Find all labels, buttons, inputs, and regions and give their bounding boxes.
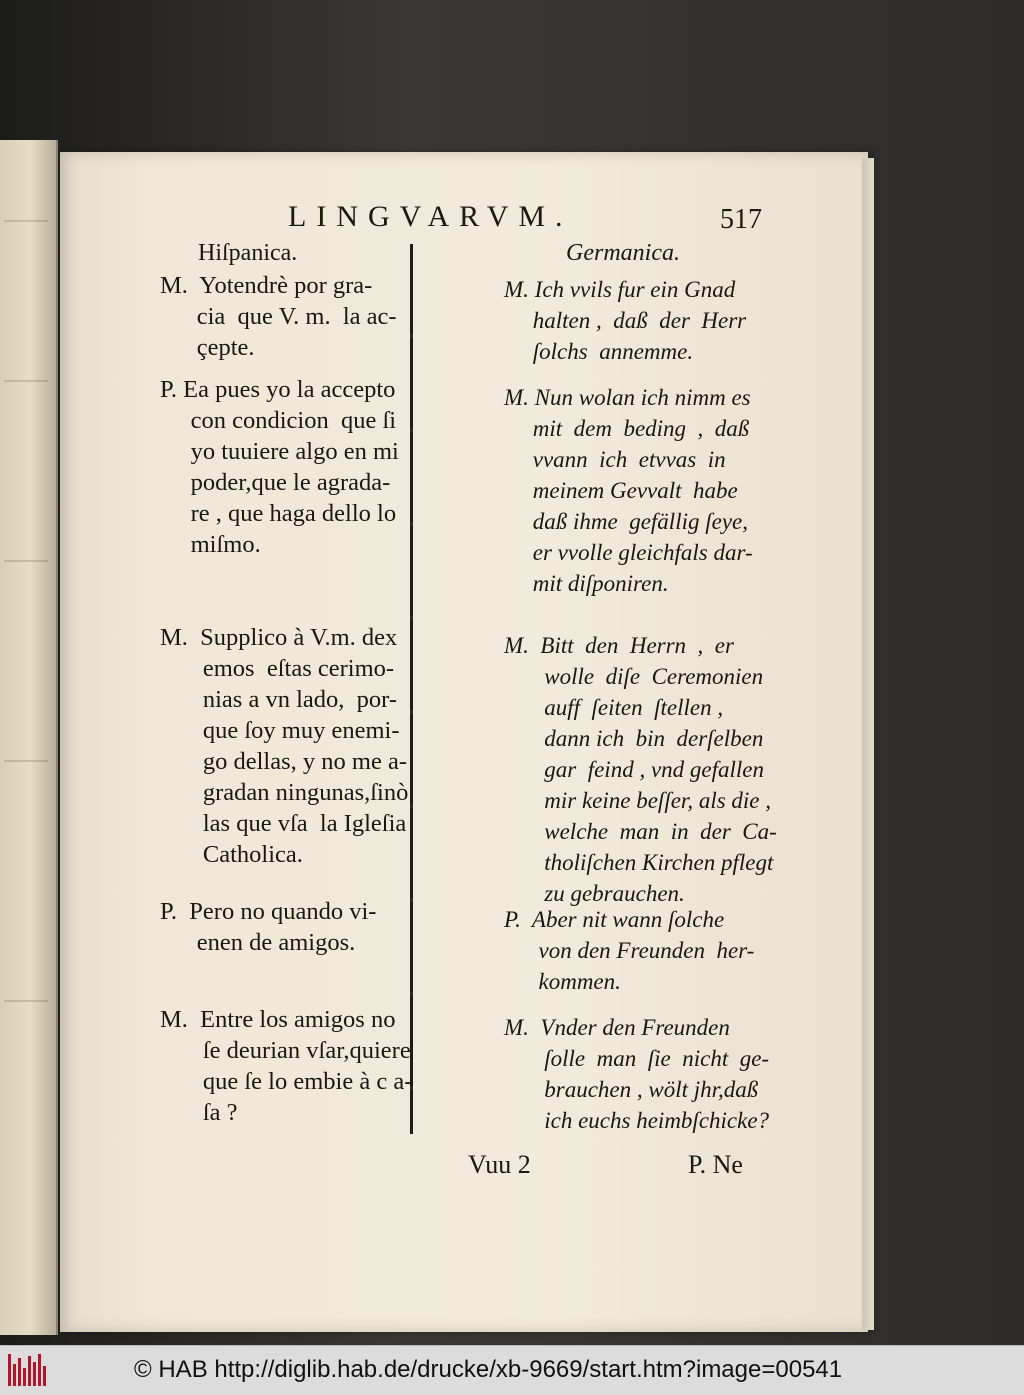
column-divider [410, 244, 413, 1134]
german-paragraph: M. Vnder den Freunden ſolle man ſie nicht ge- brauchen , wölt jhr,daß ich euchs heimbſchicke? [504, 1015, 770, 1133]
copyright-bar [0, 1345, 1024, 1395]
german-paragraph: M. Nun wolan ich nimm es mit dem beding , daß vvann ich etvvas in meinem Gevvalt habe daß ihme gefällig ſeye, er vvolle gleichfals dar- mit diſponiren. [504, 385, 753, 596]
catchword: P. Ne [688, 1150, 743, 1179]
german-paragraph: M. Bitt den Herrn , er wolle diſe Ceremonien auff ſeiten ſtellen , dann ich bin derſelben gar feind , vnd gefallen mir keine beſſer, als die , welche man in der Ca- tholiſchen Kirchen pflegt zu gebrauchen. [504, 633, 777, 906]
bleed-line [4, 220, 48, 222]
spanish-paragraph: P. Ea pues yo la accepto con condicion que ſi yo tuuiere algo en mi poder,que le agrada- re , que haga dello lo miſmo. [160, 376, 399, 558]
page-edge [862, 158, 874, 1330]
german-column-heading: Germanica. [566, 240, 680, 266]
copyright-link[interactable]: © HAB http://diglib.hab.de/drucke/xb-9669/start.htm?image=00541 [134, 1356, 843, 1383]
running-head [60, 200, 868, 240]
spanish-paragraph: M. Entre los amigos no ſe deurian vſar,quiere que ſe lo embie à c a- ſa ? [160, 1006, 413, 1126]
spanish-paragraph: M. Yotendrè por gra- cia que V. m. la ac- çepte. [160, 272, 397, 361]
bleed-line [4, 760, 48, 762]
german-paragraph: M. Ich vvils fur ein Gnad halten , daß der Herr ſolchs annemme. [504, 277, 747, 364]
spanish-paragraph: M. Supplico à V.m. dex emos eſtas cerimo- nias a vn lado, por- que ſoy muy enemi- go dellas, y no me a- gradan ningunas,ſinò las que vſa la Igleſia Catholica. [160, 624, 409, 868]
hab-barcode-logo-icon [8, 1354, 46, 1386]
spanish-paragraph: P. Pero no quando vi- enen de amigos. [160, 898, 377, 956]
spanish-column-heading: Hiſpanica. [198, 240, 298, 266]
bleed-line [4, 380, 48, 382]
running-title: LINGVARVM. [288, 200, 573, 233]
facing-page-edge [0, 140, 58, 1335]
signature-mark: Vuu 2 [468, 1150, 531, 1179]
german-paragraph: P. Aber nit wann ſolche von den Freunden her- kommen. [504, 907, 755, 994]
page-number: 517 [720, 204, 762, 235]
bleed-line [4, 560, 48, 562]
bleed-line [4, 1000, 48, 1002]
